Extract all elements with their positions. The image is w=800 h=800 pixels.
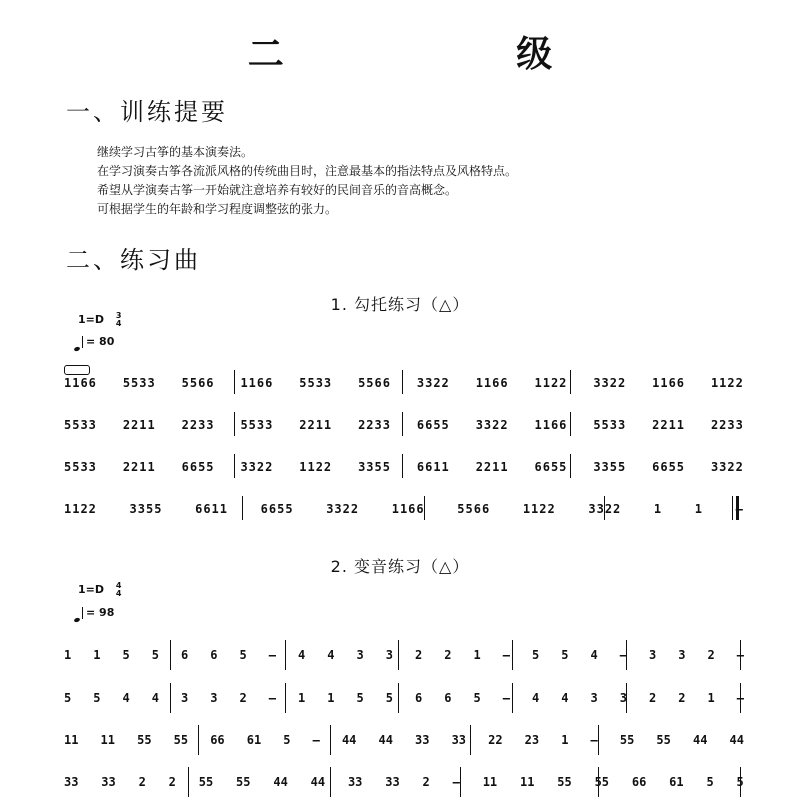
barline: [234, 454, 235, 478]
note: 5: [532, 648, 540, 662]
barline: [170, 640, 171, 670]
note: 55: [656, 733, 671, 747]
barline: [285, 683, 286, 713]
measure-group: 3322: [240, 460, 274, 474]
note: 5: [93, 691, 101, 705]
barline: [470, 725, 471, 755]
note: 1: [93, 648, 101, 662]
exercise-2-line-2: [64, 686, 744, 710]
exercise-2-tempo: [78, 606, 114, 619]
note: 4: [561, 691, 569, 705]
note: 11: [482, 775, 498, 789]
note: 1: [473, 648, 481, 662]
note: 33: [451, 733, 467, 747]
note: –: [502, 691, 510, 705]
note: –: [736, 648, 744, 662]
measure-group: 1166: [391, 502, 425, 516]
note: 33: [64, 775, 79, 789]
barline: [740, 683, 741, 713]
time-signature-top: 3: [115, 311, 122, 320]
summary-line: 希望从学演奏古筝一开始就注意培养有较好的民间音乐的音高概念。: [97, 183, 458, 197]
barline: [512, 640, 513, 670]
note: 1: [327, 691, 335, 705]
measure-group: 1166: [652, 376, 686, 390]
measure-group: 3355: [129, 502, 163, 516]
note: 55: [619, 733, 635, 747]
measure-group: 2233: [358, 418, 391, 432]
page-title: 二 级: [247, 34, 663, 75]
note: 2: [168, 775, 176, 789]
note: 5: [151, 648, 159, 662]
barline: [570, 412, 571, 436]
barline: [626, 683, 627, 713]
note: 4: [298, 648, 306, 662]
measure-group: 6611: [416, 460, 450, 474]
note: 1: [561, 733, 569, 747]
measure-group: 2233: [181, 418, 215, 432]
note: 2: [649, 691, 657, 705]
exercise-2-line-4: [64, 770, 744, 794]
key-label: 1=D: [78, 583, 105, 596]
note: 2: [239, 691, 247, 705]
note: 55: [594, 775, 610, 789]
measure-group: 5566: [181, 376, 215, 390]
key-label: 1=D: [78, 313, 105, 326]
note: 66: [210, 733, 225, 747]
quarter-note-icon: [78, 336, 83, 348]
barline: [570, 454, 571, 478]
note: 3: [385, 648, 393, 662]
summary-line: 可根据学生的年龄和学习程度调整弦的张力。: [97, 202, 338, 216]
exercise-2-title: 2. 变音练习（△）: [330, 557, 470, 576]
barline: [598, 767, 599, 797]
exercise-1-line-1: [64, 371, 744, 395]
measure-group: 2233: [710, 418, 744, 432]
barline: [242, 496, 243, 520]
barline: [598, 725, 599, 755]
measure-group: 2211: [122, 460, 156, 474]
note: 44: [273, 775, 288, 789]
note: 5: [385, 691, 393, 705]
measure-group: 3322: [326, 502, 360, 516]
note: 33: [347, 775, 363, 789]
note: –: [502, 648, 510, 662]
note: 44: [692, 733, 708, 747]
measure-group: 5533: [122, 376, 156, 390]
note: 44: [341, 733, 357, 747]
note: 2: [444, 648, 452, 662]
exercise-1-line-3: [64, 455, 744, 479]
measure-group: 5533: [240, 418, 274, 432]
measure-group: 5566: [457, 502, 491, 516]
note: –: [590, 733, 598, 747]
note: 5: [283, 733, 291, 747]
note: 1: [64, 648, 72, 662]
note: 2: [678, 691, 686, 705]
exercise-1-title: 1. 勾托练习（△）: [330, 295, 470, 314]
barline: [234, 370, 235, 394]
note: 11: [519, 775, 535, 789]
measure-group: 6655: [260, 502, 294, 516]
note: 4: [590, 648, 598, 662]
barline: [330, 725, 331, 755]
note: –: [312, 733, 320, 747]
barline: [234, 412, 235, 436]
note: 11: [64, 733, 79, 747]
note: 4: [532, 691, 540, 705]
measure-group: 2211: [299, 418, 333, 432]
note: 6: [415, 691, 423, 705]
note: 3: [649, 648, 657, 662]
note: 4: [327, 648, 335, 662]
measure-group: 3322: [475, 418, 509, 432]
note: 3: [210, 691, 218, 705]
note: 1: [298, 691, 306, 705]
measure-group: 1166: [475, 376, 509, 390]
measure-group: –: [735, 502, 744, 516]
note: 5: [561, 648, 569, 662]
measure-group: 6655: [534, 460, 568, 474]
section-heading-etudes: 二、练习曲: [66, 246, 201, 274]
barline: [198, 725, 199, 755]
barline: [740, 767, 741, 797]
barline: [402, 454, 403, 478]
final-barline: [732, 496, 733, 520]
time-signature: [116, 582, 122, 598]
barline: [424, 496, 425, 520]
note: 3: [356, 648, 364, 662]
measure-group: 2211: [475, 460, 509, 474]
tempo-value: = 98: [86, 606, 115, 619]
note: –: [619, 648, 627, 662]
note: 55: [198, 775, 214, 789]
exercise-1-line-2: [64, 413, 744, 437]
note: –: [268, 691, 276, 705]
barline: [626, 640, 627, 670]
measure-group: 3322: [710, 460, 744, 474]
note: 2: [422, 775, 430, 789]
measure-group: 3322: [416, 376, 450, 390]
note: 3: [181, 691, 189, 705]
measure-group: 1: [694, 502, 704, 516]
note: 4: [151, 691, 159, 705]
note: 55: [137, 733, 152, 747]
measure-group: 6655: [416, 418, 450, 432]
measure-group: 1166: [240, 376, 274, 390]
note: 2: [138, 775, 146, 789]
note: 3: [678, 648, 686, 662]
note: 5: [736, 775, 744, 789]
time-signature-bottom: 4: [115, 319, 122, 328]
note: 55: [173, 733, 189, 747]
note: 55: [557, 775, 572, 789]
barline: [460, 767, 461, 797]
note: 3: [590, 691, 598, 705]
note: 23: [524, 733, 540, 747]
time-signature-top: 4: [115, 581, 122, 590]
measure-group: 1122: [299, 460, 333, 474]
note: 5: [122, 648, 130, 662]
measure-group: 1122: [522, 502, 556, 516]
note: 3: [619, 691, 627, 705]
measure-group: 1122: [534, 376, 568, 390]
note: 5: [64, 691, 72, 705]
note: 6: [181, 648, 189, 662]
note: 44: [378, 733, 393, 747]
measure-group: 5566: [358, 376, 391, 390]
barline: [398, 683, 399, 713]
note: 2: [415, 648, 423, 662]
exercise-2-line-1: [64, 643, 744, 667]
note: 44: [310, 775, 326, 789]
note: 6: [444, 691, 452, 705]
barline: [402, 370, 403, 394]
time-signature: [116, 312, 122, 328]
barline: [402, 412, 403, 436]
measure-group: 3322: [593, 376, 627, 390]
measure-group: 6655: [181, 460, 215, 474]
measure-group: 2211: [652, 418, 686, 432]
measure-group: 5533: [64, 418, 97, 432]
exercise-2-line-3: [64, 728, 744, 752]
measure-group: 5533: [593, 418, 627, 432]
time-signature-bottom: 4: [115, 589, 122, 598]
measure-group: 1: [653, 502, 663, 516]
measure-group: 1166: [64, 376, 97, 390]
note: 2: [707, 648, 715, 662]
barline: [512, 683, 513, 713]
note: –: [736, 691, 744, 705]
note: 33: [385, 775, 400, 789]
measure-group: 3322: [588, 502, 622, 516]
measure-group: 5533: [64, 460, 97, 474]
note: 66: [631, 775, 647, 789]
summary-line: 继续学习古筝的基本演奏法。: [97, 145, 254, 159]
measure-group: 2211: [122, 418, 156, 432]
note: 5: [706, 775, 714, 789]
note: 33: [101, 775, 116, 789]
measure-group: 1122: [64, 502, 97, 516]
exercise-1-line-4: [64, 497, 744, 521]
barline: [188, 767, 189, 797]
exercise-1-key-signature: [78, 312, 121, 328]
measure-group: 6611: [195, 502, 228, 516]
note: 6: [210, 648, 218, 662]
barline: [170, 683, 171, 713]
note: 55: [236, 775, 251, 789]
note: 4: [122, 691, 130, 705]
note: 33: [415, 733, 430, 747]
tempo-value: = 80: [86, 335, 115, 348]
measure-group: 6655: [652, 460, 686, 474]
note: –: [268, 648, 276, 662]
note: 22: [488, 733, 503, 747]
note: 11: [100, 733, 115, 747]
measure-group: 1166: [534, 418, 568, 432]
summary-line: 在学习演奏古筝各流派风格的传统曲目时，注意最基本的指法特点及风格特点。: [97, 164, 518, 178]
measure-group: 5533: [299, 376, 333, 390]
training-summary: [97, 143, 757, 219]
note: 61: [669, 775, 684, 789]
measure-group: 3355: [593, 460, 627, 474]
section-heading-training-summary: 一、训练提要: [66, 98, 228, 126]
final-barline-thick: [736, 496, 739, 520]
note: –: [452, 775, 460, 789]
barline: [740, 640, 741, 670]
barline: [285, 640, 286, 670]
note: 5: [356, 691, 364, 705]
note: 1: [707, 691, 715, 705]
note: 61: [246, 733, 262, 747]
barline: [570, 370, 571, 394]
note: 5: [473, 691, 481, 705]
exercise-1-tempo: [78, 335, 114, 348]
barline: [330, 767, 331, 797]
note: 44: [729, 733, 744, 747]
measure-group: 1122: [710, 376, 744, 390]
quarter-note-icon: [78, 607, 83, 619]
measure-group: 3355: [358, 460, 391, 474]
note: 5: [239, 648, 247, 662]
exercise-2-key-signature: [78, 582, 121, 598]
barline: [604, 496, 605, 520]
barline: [398, 640, 399, 670]
